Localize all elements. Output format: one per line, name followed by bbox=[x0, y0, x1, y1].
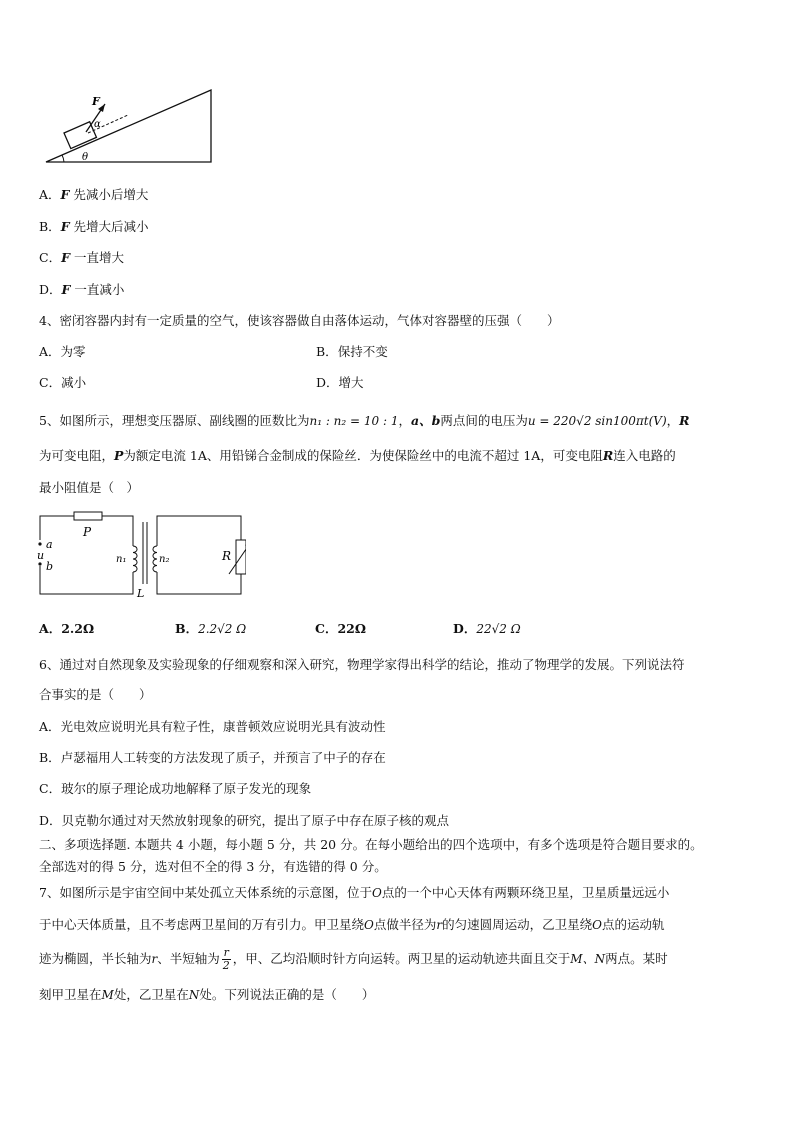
option-var: F bbox=[61, 282, 71, 297]
option-var: F bbox=[60, 219, 70, 234]
q4-stem: 4、密闭容器内封有一定质量的空气，使该容器做自由落体运动，气体对容器壁的压强（ ） bbox=[39, 313, 560, 328]
q5-stem-line3: 最小阻值是（ ） bbox=[39, 480, 140, 495]
q6-option-b: B．卢瑟福用人工转变的方法发现了质子，并预言了中子的存在 bbox=[39, 750, 386, 765]
q5-option-a: A．2.2Ω bbox=[39, 621, 95, 636]
section2-line2: 全部选对的得 5 分，选对但不全的得 3 分，有选错的得 0 分。 bbox=[39, 859, 387, 874]
option-text: 先增大后减小 bbox=[73, 219, 149, 234]
alpha-label: α bbox=[94, 119, 101, 130]
option-text: 一直增大 bbox=[73, 250, 124, 265]
n2-label: n₂ bbox=[159, 554, 170, 565]
option-var: F bbox=[60, 187, 70, 202]
q4-option-d: D．增大 bbox=[316, 375, 364, 390]
option-text: 先减小后增大 bbox=[73, 187, 149, 202]
terminal-a bbox=[38, 542, 41, 545]
q6-option-c: C．玻尔的原子理论成功地解释了原子发光的现象 bbox=[39, 781, 312, 796]
core-label: L bbox=[137, 587, 145, 600]
incline-figure bbox=[40, 85, 220, 167]
q5-option-d: D．22√2 Ω bbox=[453, 621, 521, 636]
voltage-u-label: u bbox=[37, 549, 45, 562]
incline-triangle bbox=[46, 90, 211, 162]
q5-option-c: C．22Ω bbox=[315, 621, 366, 636]
q6-stem-line1: 6、通过对自然现象及实验现象的仔细观察和深入研究，物理学家得出科学的结论，推动了物理学的发展。下列说法符 bbox=[39, 657, 685, 672]
transformer-circuit bbox=[36, 508, 246, 600]
terminal-b-label: b bbox=[46, 560, 54, 573]
q5-option-b: B．2.2√2 Ω bbox=[175, 621, 247, 636]
option-key: D． bbox=[39, 282, 62, 297]
theta-arc bbox=[62, 155, 64, 162]
q6-stem-line2: 合事实的是（ ） bbox=[39, 687, 152, 702]
option-key: B． bbox=[39, 219, 61, 234]
primary-coil bbox=[133, 546, 137, 572]
theta-label: θ bbox=[82, 152, 89, 163]
resistor-label: R bbox=[222, 549, 232, 563]
block bbox=[64, 122, 96, 149]
voltage-formula: u = 220√2 sin100πt(V) bbox=[527, 414, 667, 428]
q6-option-a: A．光电效应说明光具有粒子性，康普顿效应说明光具有波动性 bbox=[39, 719, 386, 734]
option-key: C． bbox=[39, 250, 62, 265]
q3-option-d bbox=[39, 281, 124, 299]
n1-label: n₁ bbox=[116, 554, 127, 565]
q7-line4: 刻甲卫星在M处，乙卫星在N处。下列说法正确的是（ ） bbox=[39, 987, 375, 1002]
option-text: 一直减小 bbox=[74, 282, 125, 297]
q4-option-a: A．为零 bbox=[39, 344, 86, 359]
q3-option-a bbox=[39, 186, 148, 204]
option-var: F bbox=[61, 250, 70, 265]
terminal-a-label: a bbox=[46, 538, 53, 551]
fuse-label: P bbox=[83, 525, 92, 539]
q4-option-c: C．减小 bbox=[39, 375, 87, 390]
q5-stem-line1: 5、如图所示，理想变压器原、副线圈的匝数比为n₁ : n₂ = 10 : 1，a、b两点间的电压为u = 220√2 sin100πt(V)，R bbox=[39, 413, 690, 428]
section2-line1: 二、多项选择题. 本题共 4 小题，每小题 5 分，共 20 分。在每小题给出的四个选项中，有多个选项是符合题目要求的。 bbox=[39, 837, 703, 852]
force-label: F bbox=[92, 95, 100, 108]
terminal-b bbox=[38, 562, 41, 565]
fraction-r-over-2: $\frac{r}{2}$ bbox=[222, 946, 230, 972]
q3-option-b bbox=[39, 218, 149, 236]
q6-option-d: D．贝克勒尔通过对天然放射现象的研究，提出了原子中存在原子核的观点 bbox=[39, 813, 450, 828]
fuse bbox=[74, 512, 102, 520]
q4-option-b: B．保持不变 bbox=[316, 344, 388, 359]
option-key: A． bbox=[39, 187, 61, 202]
q7-line2: 于中心天体质量，且不考虑两卫星间的万有引力。甲卫星绕O点做半径为r的匀速圆周运动，乙卫星绕O点的运动轨 bbox=[39, 917, 665, 932]
secondary-coil bbox=[153, 546, 157, 572]
q3-option-c bbox=[39, 249, 124, 267]
turns-ratio-formula: n₁ : n₂ = 10 : 1 bbox=[309, 414, 399, 428]
q7-line3: 迹为椭圆，半长轴为r、半短轴为 $\frac{r}{2}$ ，甲、乙均沿顺时针方向运转。两卫星的运动轨迹共面且交于M、N两点。某时 bbox=[39, 946, 668, 972]
q7-line1: 7、如图所示是宇宙空间中某处孤立天体系统的示意图，位于O点的一个中心天体有两颗环绕卫星，卫星质量远远小 bbox=[39, 885, 670, 900]
q5-stem-line2: 为可变电阻，P为额定电流 1A、用铅锑合金制成的保险丝．为使保险丝中的电流不超过 1A，可变电阻R连入电路的 bbox=[39, 448, 676, 463]
